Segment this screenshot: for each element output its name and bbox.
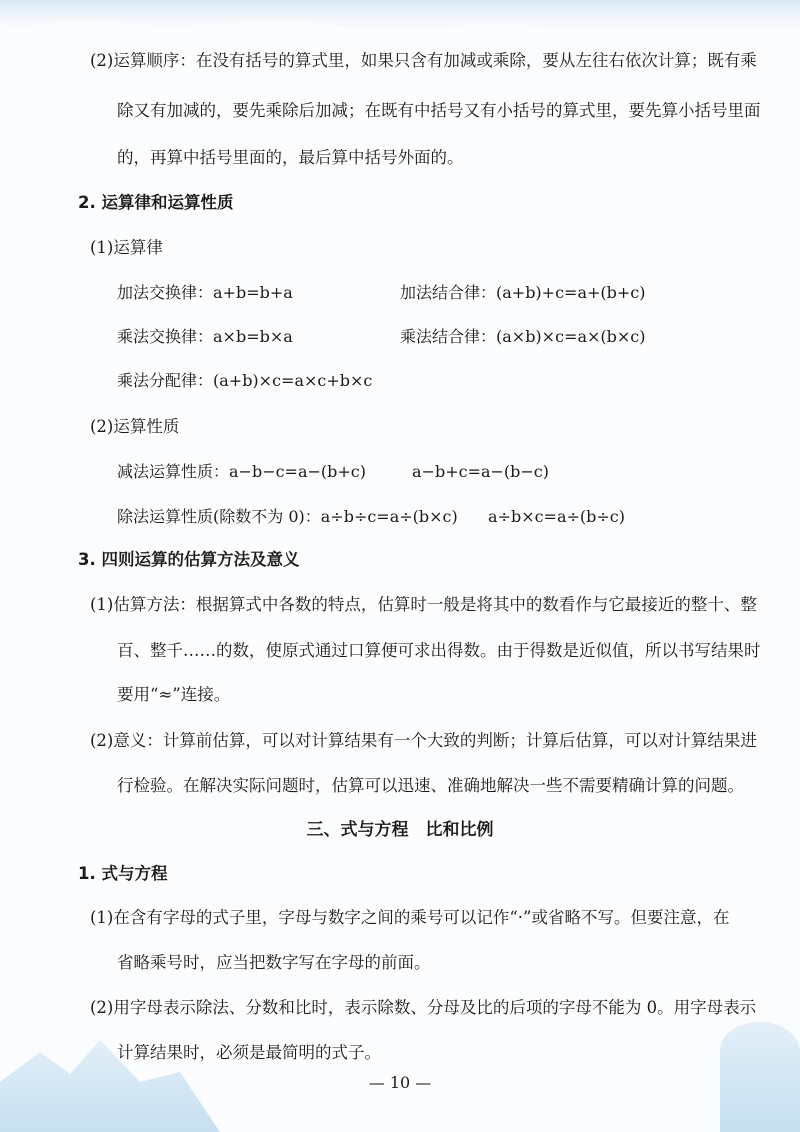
estimation-meaning-line-1: (2)意义：计算前估算，可以对计算结果有一个大致的判断；计算后估算，可以对计算结果进	[90, 731, 757, 750]
expressions-item2-line-1: (2)用字母表示除法、分数和比时，表示除数、分母及比的后项的字母不能为 0。用字母表示	[90, 998, 757, 1017]
formula-add-commutative: 加法交换律：a+b=b+a	[117, 283, 293, 302]
formula-sub-property-2: a−b+c=a−(b−c)	[412, 462, 549, 481]
formula-div-property-2: a÷b×c=a÷(b÷c)	[488, 507, 625, 526]
section-heading-estimation: 3. 四则运算的估算方法及意义	[78, 550, 300, 569]
formula-mul-associative: 乘法结合律：(a×b)×c=a×(b×c)	[400, 327, 646, 346]
expressions-item1-line-2: 省略乘号时，应当把数字写在字母的前面。	[117, 953, 431, 972]
formula-div-property: 除法运算性质(除数不为 0)：a÷b÷c=a÷(b×c)	[117, 507, 458, 526]
subheading-properties: (2)运算性质	[90, 417, 180, 436]
page-number: — 10 —	[368, 1073, 432, 1092]
chapter-title: 三、式与方程 比和比例	[306, 820, 494, 840]
formula-sub-property: 减法运算性质：a−b−c=a−(b+c)	[117, 462, 367, 481]
estimation-method-line-3: 要用“≈”连接。	[117, 685, 231, 704]
subheading-laws: (1)运算律	[90, 238, 163, 257]
section-heading-expressions: 1. 式与方程	[78, 864, 168, 883]
order-of-operations-line-3: 的，再算中括号里面的，最后算中括号外面的。	[117, 148, 464, 167]
order-of-operations-line-2: 除又有加减的，要先乘除后加减；在既有中括号又有小括号的算式里，要先算小括号里面	[117, 101, 761, 120]
order-of-operations-line-1: (2)运算顺序：在没有括号的算式里，如果只含有加减或乘除，要从左往右依次计算；既有乘	[90, 51, 757, 70]
top-cloud-decoration	[0, 0, 800, 90]
estimation-method-line-2: 百、整千……的数，使原式通过口算便可求出得数。由于得数是近似值，所以书写结果时	[117, 641, 761, 660]
formula-distributive: 乘法分配律：(a+b)×c=a×c+b×c	[117, 371, 373, 390]
expressions-item2-line-2: 计算结果时，必须是最简明的式子。	[117, 1043, 381, 1062]
formula-mul-commutative: 乘法交换律：a×b=b×a	[117, 327, 293, 346]
section-heading-laws: 2. 运算律和运算性质	[78, 193, 234, 212]
formula-add-associative: 加法结合律：(a+b)+c=a+(b+c)	[400, 283, 646, 302]
expressions-item1-line-1: (1)在含有字母的式子里，字母与数字之间的乘号可以记作“·”或省略不写。但要注意，在	[90, 908, 730, 927]
estimation-method-line-1: (1)估算方法：根据算式中各数的特点，估算时一般是将其中的数看作与它最接近的整十、整	[90, 595, 757, 614]
estimation-meaning-line-2: 行检验。在解决实际问题时，估算可以迅速、准确地解决一些不需要精确计算的问题。	[117, 776, 744, 795]
